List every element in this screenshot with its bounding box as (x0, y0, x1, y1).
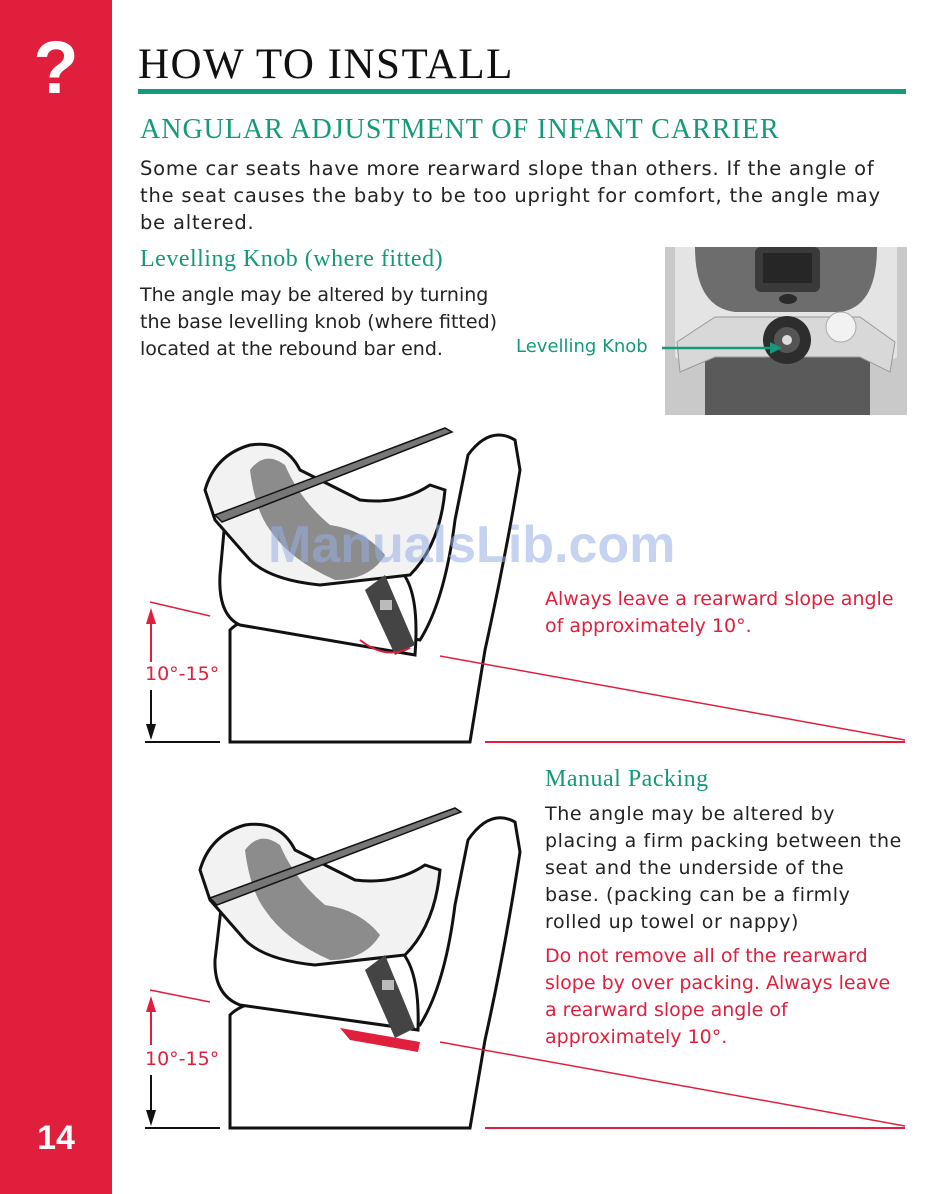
figure-1-note: Always leave a rearward slope angle of approximately 10°. (545, 588, 894, 637)
page-number: 14 (37, 1119, 75, 1157)
knob-pointer-arrow (662, 342, 782, 354)
figure-2-angle-label: 10°-15° (145, 1048, 220, 1070)
levelling-heading: Levelling Knob (where fitted) (140, 246, 444, 272)
intro-paragraph: Some car seats have more rearward slope than others. If the angle of the seat causes the baby to be too upright for comfort, the angle may be altered. (140, 157, 881, 234)
packing-text: The angle may be altered by placing a firm packing between the seat and the underside of the base. (packing can be a firmly rolled up towel or nappy) (545, 803, 902, 933)
question-mark-icon: ? (33, 26, 79, 109)
section-title: ANGULAR ADJUSTMENT OF INFANT CARRIER (140, 114, 780, 145)
figure-1-car-seat (145, 428, 905, 742)
packing-warning: Do not remove all of the rearward slope by over packing. Always leave a rearward slope angle of approximately 10°. (545, 945, 891, 1048)
page-title: HOW TO INSTALL (138, 41, 514, 88)
levelling-text: The angle may be altered by turning the base levelling knob (where fitted) located at the rebound bar end. (140, 284, 498, 360)
watermark: ManualsLib.com (268, 516, 676, 574)
figure-1-angle-label: 10°-15° (145, 663, 220, 685)
packing-heading: Manual Packing (545, 766, 709, 792)
levelling-knob-label: Levelling Knob (516, 336, 648, 357)
